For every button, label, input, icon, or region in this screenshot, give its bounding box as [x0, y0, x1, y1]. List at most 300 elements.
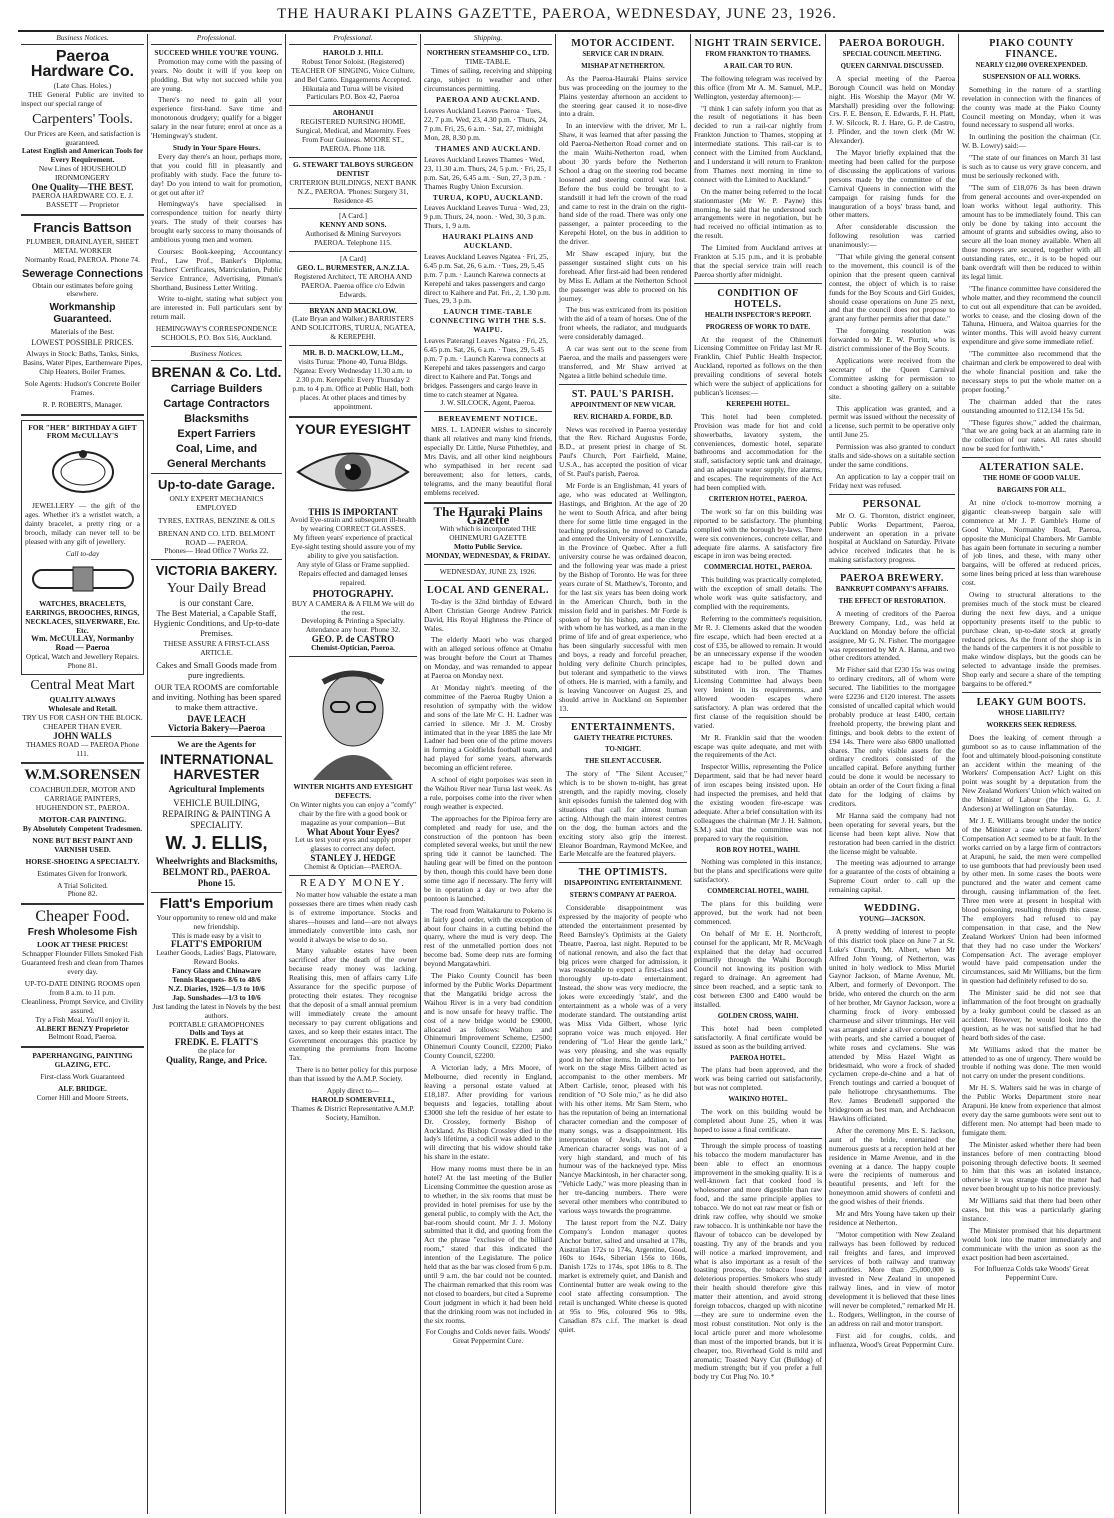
article-paragraph: "The finance committee have considered the whole matter, and they recommend the council to cut out all expenditure that can be avoided, works to cease, and the closing down of the Tahuna, Hinuera, and Waitoa quarries for the winter months. This will avoid heavy current expenditure and give some immediate relief.: [962, 283, 1101, 347]
article-title: THE OPTIMISTS.: [578, 867, 668, 879]
ad-text: Courses: Book-keeping, Accountancy Prof., Law Prof., Banker's Diploma, Teachers' Certificates, Matriculation, Public Service Entrance, Advertising, Pitman's Shorthand, Business Letter Writing.: [151, 246, 282, 292]
article-title: NIGHT TRAIN SERVICE.: [694, 38, 822, 49]
ad-text: Our Prices are Keen, and satisfaction is guaranteed.: [24, 128, 141, 147]
column-6-news: [691, 34, 825, 1514]
masthead: THE HAURAKI PLAINS GAZETTE, PAEROA, WEDNESDAY, JUNE 23, 1926.: [277, 6, 837, 22]
ad-title: GEO. L. BURMESTER, A.N.Z.I.A.: [297, 262, 409, 272]
article-paragraph: Mr Forde is an Englishman, 41 years of age, who was educated at Wellington, Hastings, and Brighton. At the age of 20 he went to South Africa, and after being there for some little time engaged in the teaching profession, he moved to Canada and entered the University of Lennoxville, in the Province of Quebec. After a full university course he was ordained deacon, and the following year was made a priest by the Bishop of Toronto. He was for three years curate of St. Matthew's, Toronto, and for the last six years has been doing work in the American Church, both in the mission field and in parishes. Mr Forde is spoken of by his bishop, and the clergy with whom he has worked, as a man in the prime of life and of great experience, who has been singularly successful with men and boys, a ready and forceful preacher, holding very definite Church principles, but tolerant and sympathetic to the views of others. He is married, with a family, and is leaving Vancouver on August 25, and should arrive in Auckland on September 13.: [559, 480, 687, 713]
article-title: PAEROA BOROUGH.: [839, 38, 945, 49]
section-header: Shipping.: [424, 34, 552, 45]
ad-text: Hemingway's have specialised in correspondence tuition for nearly thirty years. The study of their courses has brought early success to many thousands of ambitious young men and women.: [151, 199, 282, 245]
gazette-subtitle: With which is incorporated THE OHINEMURI GAZETTE: [439, 524, 537, 543]
ad-text: Apply direct to—: [326, 1086, 380, 1096]
ad-line: Fancy Glass and Chinaware: [172, 966, 261, 976]
article-subhead: THE HOME OF GOOD VALUE.: [982, 475, 1081, 483]
article-title: ALTERATION SALE.: [979, 462, 1084, 474]
article-paragraph: Inspector Willis, representing the Police Department, said that he had never heard of iron escapes being insisted upon. He had inspected the premises, and held that the existing wooden fire-escape was adequate. After a brief consultation with its colleagues the chairman (Mr J. H. Salmon, S.M.) said that the committee was not prepared to vary the requisition.: [694, 762, 822, 843]
article-paragraph: Something in the nature of a startling revelation in connection with the finances of the county was made at the Piako County Council meeting on Monday, when it was found necessary to suspend all works.: [962, 84, 1101, 130]
article-subhead: REV. RICHARD A. FORDE, B.D.: [573, 413, 673, 421]
article-subhead: WORKERS SEEK REDRESS.: [986, 721, 1077, 729]
article-subhead: COMMERCIAL HOTEL, PAEROA.: [703, 564, 813, 572]
divider: [559, 384, 687, 385]
article-paragraph: The Minister said he did not see that inflammation of the foot brought on gradually by a leaky gumboot could be classed as an accident. However, he would look into the question, as he was not satisfied that he had heard both sides of the case.: [962, 988, 1101, 1042]
ad-text: UP-TO-DATE DINING ROOMS open from 8 a.m. to 11 p.m.: [24, 979, 141, 997]
ad-signature: Chemist & Optician—PAEROA.: [304, 862, 402, 872]
article-title: ENTERTAINMENTS.: [571, 721, 675, 733]
timetable-rows: Leaves Paterangi Leaves Ngatea · Fri, 25, 6.45 p.m. Sat, 26, 6 a.m. · Tues, 29, 5.45 p.m. 7 p.m. · Launch Karewa connects at Kerepehi and takes passengers and cargo direct to Kaihere and Pat. Tongs and bridges. Passengers and cargo leave in time to catch steamer at Ngatea.: [424, 336, 548, 399]
gazette-date: WEDNESDAY, JUNE 23, 1926.: [439, 566, 537, 576]
timetable-title: HAURAKI PLAINS AND AUCKLAND.: [442, 232, 534, 251]
ad-line: FREDK. E. FLATT'S: [174, 1037, 259, 1048]
article-paragraph: At Monday night's meeting of the committee of the Paeroa Rugby Union a resolution of sympathy with the widow and sons of the late Mr C. H. Ladner was carried in silence. Mr J. M. Crosby intimated that in the year 1885 the late Mr Ladner had been one of the prime movers in forming a Goldfields football team, and had played for some years, afterwards becoming an efficient referee.: [424, 683, 552, 773]
ad-text: First-class Work Guaranteed: [40, 1072, 125, 1082]
article-paragraph: After considerable discussion the following resolution was carried unanimously:—: [829, 222, 955, 250]
notice-title: BEREAVEMENT NOTICE.: [438, 414, 538, 424]
ad-text: NONE BUT BEST PAINT AND VARNISH USED.: [32, 835, 133, 854]
article-subhead: SPECIAL COUNCIL MEETING.: [842, 51, 942, 58]
article-subhead: DISAPPOINTING ENTERTAINMENT.: [564, 880, 682, 888]
column-1-business-notices: [18, 34, 147, 1514]
ad-text: WATCHES, BRACELETS, EARRINGS, BROOCHES, RINGS, NECKLACES, SILVERWARE, Etc. Etc.: [25, 598, 140, 635]
ad-text: A Trial Solicited.: [57, 880, 108, 890]
ad-address: Victoria Bakery—Paeroa: [167, 722, 266, 733]
ad-title: INTERNATIONAL HARVESTER: [159, 750, 274, 782]
article-paragraph: News was received in Paeroa yesterday that the Rev. Richard Augustus Forde, B.D., at present priest in charge of St. Paul's Church, Port Fairfield, Maine, U.S.A., has accepted the position of vicar of St. Paul's parish, Paeroa.: [559, 424, 687, 479]
article-paragraph: First aid for coughs, colds, and influenza, Wood's Great Peppermint Cure.: [829, 1330, 955, 1349]
ad-subtitle: Agricultural Implements: [168, 783, 265, 794]
ad-text: Latest English and American Tools for Every Requirement.: [21, 146, 144, 165]
divider: [289, 105, 417, 106]
article-paragraph: The bus was extricated from its position with the aid of a team of horses. One of the front wheels, the radiator, and mudguards were considerably damaged.: [559, 305, 687, 342]
article-paragraph: The Minister promised that his department would look into the matter immediately and communicate with the union as soon as the exact position had been ascertained.: [962, 1225, 1101, 1262]
divider: [21, 903, 144, 905]
ad-text: THE General Public are invited to inspect our special range of: [21, 89, 144, 108]
divider: [559, 862, 687, 863]
ad-title: Cheaper Food.: [35, 908, 130, 926]
ad-signature: HAROLD SOMERVELL,: [311, 1094, 395, 1104]
article-subhead: BANKRUPT COMPANY'S AFFAIRS.: [835, 586, 949, 594]
ad-signature: J. W. SILCOCK, Agent, Paeroa.: [440, 398, 536, 408]
ad-text: QUALITY ALWAYS: [49, 695, 116, 705]
ad-text: Call to-day: [65, 548, 100, 558]
article-paragraph: Mr R. Franklin said that the wooden escape was quite adequate, and met with the requirements of the Act.: [694, 732, 822, 760]
article-paragraph: Does the leaking of cement through a gumboot so as to cause inflammation of the foot and ultimately blood-poisoning constitute an accident within the meaning of the Workers' Compensation Act? Light on this point was sought by a deputation from the New Zealand Workers' Union which waited on the Minister of Labour (the Hon. G. J. Anderson) at Wellington on Saturday.: [962, 732, 1101, 814]
ad-text: HORSE-SHOEING A SPECIALTY.: [25, 856, 140, 866]
divider: [962, 692, 1101, 693]
divider: [829, 898, 955, 899]
article-paragraph: The Limited from Auckland arrives at Frankton at 5.15 p.m., and it is probable that the special service train will reach Paeroa shortly after midnight.: [694, 243, 822, 279]
article-paragraph: The elderly Maori who was charged with an alleged serious offence at Omahu was brought before the Court at Thames on Monday, and was remanded to appear at Paeroa on Monday next.: [424, 635, 552, 681]
article-paragraph: "The sum of £18,076 3s has been drawn from general accounts and over-expended on loan works without legal authority. This amount has to be immediately found. This can only be done by taking into account the amount of grants and subsidies owing, also to secure all the loan money available. When all those moneys are secured, together with all outstanding rates, etc., it is to be hoped our bank overdraft will then be reduced to within its legal limit.: [962, 182, 1101, 281]
article-paragraph: Mr Williams said that there had been other cases, but this was a particularly glaring instance.: [962, 1196, 1101, 1223]
ad-headline: WINTER NIGHTS AND EYESIGHT DEFECTS.: [293, 782, 413, 800]
ad-text: No matter how valuable the estate a man possesses there are times when ready cash is of extreme importance. Stocks and shares—houses and land—are not always immediately convertible into cash, nor would it always be wise to do so.: [289, 890, 417, 944]
ad-title: Francis Battson: [33, 219, 132, 235]
ad-address: Normanby Road, PAEROA. Phone 74.: [25, 254, 140, 264]
filler-ad: For Influenza Colds take Woods' Great Peppermint Cure.: [974, 1264, 1089, 1283]
divider: [151, 473, 282, 474]
ad-signature: DAVE LEACH: [187, 714, 246, 725]
ad-text: Leather Goods, Ladies' Bags, Platoware, Reward Books.: [156, 948, 277, 967]
article-title: LEAKY GUM BOOTS.: [976, 697, 1087, 708]
gazette-title: The Hauraki Plains Gazette: [433, 503, 543, 528]
ad-line: the place for: [198, 1046, 235, 1056]
ad-text: Guaranteed fresh and clean from Thames every day.: [21, 958, 144, 977]
ad-title: MR. B. D. MACKLOW, LL.M.,: [302, 348, 404, 358]
article-subhead: SUSPENSION OF ALL WORKS.: [982, 73, 1081, 81]
ad-signature: PAEROA HARDWARE CO. E. J. BASSETT — Proprietor: [32, 190, 133, 209]
article-paragraph: Mr Fisher said that £230 15s was owing to ordinary creditors, all of whom were secured. The liabilities to the mortgagee were £2236 and £120 interest. The assets consisted of uncalled capital which would probably produce at least £400, certain freehold property, the brewing plant and fittings, and book debts to the extent of £94 14s. There were also 6800 unallotted shares. The only visible assets for the ordinary creditors consisted of the uncalled capital. Before anything further could be done it would be necessary to obtain an order of the Court fixing a final date for the lodging of claims by creditors.: [829, 665, 955, 808]
article-paragraph: The chairman added that the rates outstanding amounted to £12,134 15s 5d.: [962, 396, 1101, 415]
ad-text: Developing & Printing a Specialty.: [301, 616, 405, 626]
ad-headline: Study in Your Spare Hours.: [172, 142, 261, 152]
article-paragraph: Referring to the committee's requisition, Mr R. J. Clements asked that the wooden fire escape, which had been erected at a cost of £35, be allowed to remain. It would be an unnecessary expense if the wooden escape had to be pulled down and substituted with iron. The Thames Licensing Committee had always been very lenient in its requirements, and allowed wooden escapes where satisfactory. A plan was ordered that the first clause of the requisition should be varied.: [694, 613, 822, 730]
ad-line: PORTABLE GRAMOPHONES: [168, 1019, 265, 1029]
divider: [424, 580, 552, 581]
article-paragraph: A Victorian lady, a Mrs Moore, of Melbourne, died recently in England, leaving a personal estate valued at £18,187. After providing for various bequests and legacies, totalling about £3000 she left the residue of her estate to Dr. Crossley, formerly Bishop of Auckland. As Bishop Crossley died in the lady's lifetime, a codicil was added to the will directing that his widow should take his share in the estate.: [424, 1063, 552, 1162]
article-paragraph: A school of eight porpoises was seen in the Waihou River near Turua last week. As a rule, porpoises come into the river when rough weather is expected.: [424, 775, 552, 811]
ad-title: Central Meat Mart: [30, 678, 135, 694]
article-paragraph: Mr H. S. Walters said he was in charge of the Public Works Department store near Arapuni. He knew from experience that almost every day the same gumboots were sent out to different men. No attempt had been made to fumigate them.: [962, 1083, 1101, 1137]
article-paragraph: Mr J. E. Williams brought under the notice of the Minister a case where the Workers' Compensation Act seemed to be at fault. In the works carried on by a large firm of contractors at Arapuni, he said, the men were compelled to use gumboots that had previously been used by other men. In some cases the boots were punctured and the water and cement came through, causing inflammation of the feet. Three men were at present in hospital with blood poisoning, resulting through this cause. The employers had refused to pay compensation in that case, and the New Zealand Workers' Union had been informed that they had no case under the Workers' Compensation Act. The average employer would have paid compensation under the circumstances, said Mr Williams, but the firm in question had definitely refused to do so.: [962, 815, 1101, 986]
article-subhead: NEARLY £12,000 OVEREXPENDED.: [975, 62, 1088, 69]
article-paragraph: The story of "The Silent Accuser," which is to be shown to-night, has great strength, and the rapidly moving, closely knit episodes furnish the talented dog with situations that call for almost human acting. Although the main interest centres on the dog, the human actors and the exciting story also grip the interest. Eleanor Boardman, Raymond McKee, and Earle Metcalfe are the featured players.: [559, 769, 687, 859]
ad-text: On Winter nights you can enjoy a "comfy" chair by the fire with a good book or magazine as your companion—But: [289, 799, 417, 827]
article-paragraph: Considerable disappointment was expressed by the majority of people who attended the entertainment presented by Reed Barnsley's Optimists at the Gaiety Theatre, Paeroa, last night. Reputed to be of national renown, and also the fact that big prices were charged for admission, it was reasonable to expect a first-class and thoroughly up-to-date entertainment. Instead, the show was very mediocre, the jokes were exceedingly 'stale', and the entertainment as a whole was of a very moderate standard. The outstanding artist was Miss Vida Gilbert, whose lyric soprano voice was much enjoyed. Her rendering of "Lo! Hear the gentle lark," was very pleasing, and she was equally good in her other items. In addition to her work on the stage Miss Gilbert acted as accompanist to the other members. Mr Albert Carlisle, tenor, pleased with his rendition of "O Sole mio," as he did also with his other items. Mr Sam Stern, who has the reputation of being an international character comedian and the composer of many songs, was a disappointment. His interpretation of Jewish, Italian, and American character songs was not of a very high standard, and much of his humour was of the hackneyed type. Miss Nancye Mackintosh, in her character song, "Vehicle Lady," was more pleasing than in her tre-dancing numbers. There were several other members who contributed to various ways towards the programme.: [559, 903, 687, 1215]
ad-text: The Best Material, a Capable Staff, Hygienic Conditions, and Up-to-date Premises.: [153, 608, 280, 639]
article-subhead: GAIETY THEATRE PICTURES.: [573, 734, 673, 742]
divider: [694, 283, 822, 284]
article-paragraph: A special meeting of the Paeroa Borough Council was held on Monday night. His Worship the Mayor (Mr W. Marshall) presiding over the following: Crs. F. E. Benson, E. Edwards, F. H. Platt, J. W. Silcock, R. J. Hare, G. P. de Castro, J. Pfinder, and the town clerk (Mr W. Alexander).: [829, 73, 955, 146]
ad-text: Cleanliness, Prompt Service, and Civility assured.: [21, 996, 144, 1015]
article-title: CONDITION OF HOTELS.: [717, 287, 799, 310]
article-paragraph: Permission was also granted to conduct stalls and side-shows on a suitable section under the same conditions.: [829, 442, 955, 469]
ad-text: ONLY EXPERT MECHANICS EMPLOYED: [169, 493, 264, 512]
ad-text: Try a Fish Meal. You'll enjoy it.: [35, 1014, 130, 1024]
ad-text: We are the Agents for: [177, 738, 256, 749]
divider: [151, 892, 282, 893]
ad-line: General Merchants: [166, 457, 267, 470]
article-paragraph: At the request of the Ohinemuri Licensing Committee on Friday last Mr R. Franklin, Chief Public Health Inspector, Auckland, reported as follows on the then prevailing conditions of several hotels which were the subject of applications for publican's licenses:—: [694, 334, 822, 397]
ad-headline: Your Daily Bread: [167, 581, 266, 597]
ad-text: THESE ASSURE A FIRST-CLASS ARTICLE.: [163, 639, 270, 658]
article-paragraph: In an interview with the driver, Mr L. Shaw, it was learned that after passing the old Paeroa-Netherton Road corner and on the main Waihi-Netherton road, when about 30 yards before the Netherton School a drag on the steering rod became loosened and steering control was lost. Before the bus could be brought to a standstill it had left the crown of the road and came to rest in the drain on the right-hand side of the road. There was only one passenger, a painter proceeding to the Kerepehi Hotel, on the bus in addition to the driver.: [559, 121, 687, 247]
article-paragraph: "The state of our finances on March 31 last is such as to cause us very grave concern, and must be seriously reckoned with.: [962, 153, 1101, 180]
article-paragraph: Owing to structural alterations to the premises much of the stock must be cleared during the next few days, and a unique opportunity presents itself to the public to purchase clean, up-to-date stock at greatly reduced prices. As the front of the shop is in the hands of the carpenters it is not possible to make window displays, but the goods can be selected to advantage inside the premises. Shop early and secure a share of the tempting bargains to be offered.*: [962, 590, 1101, 689]
ad-text: Many valuable estates have been sacrificed after the death of the owner because ready money was lacking. Realising this, men of affairs carry Life Assurance for the specific purpose of protecting their estates. They recognise that the deposit of a small annual premium will immediately create the amount necessary to pay current obligations and taxes, and so keep their estates intact. The Government encourages this practice by exempting the premiums from Income Tax.: [289, 946, 417, 1063]
divider: [289, 208, 417, 209]
ad-text: MOTOR-CAR PAINTING.: [38, 815, 127, 825]
article-paragraph: This hotel had been completed satisfactorily. A final certificate would be issued as soon as the building arrived.: [694, 1023, 822, 1051]
ad-address: Belmont Road, Paeroa.: [48, 1032, 117, 1042]
divider: [694, 1138, 822, 1139]
article-paragraph: This hotel had been completed. Provision was made for hot and cold showerbaths, lavatory system, the conveniences, domestic hotel, separate bathrooms and accommodation for the staff, satisfactory septic tank and drainage, and an adequate water supply, fire alarms, and escapes. The requirements of the Act had been complied with.: [694, 411, 822, 493]
ad-headline: Carpenters' Tools.: [32, 111, 133, 127]
eye-icon: [293, 440, 413, 505]
article-paragraph: "The committee also recommend that the chairman and clerk be empowered to deal with the whole financial position and take the necessary steps to put the whole matter on a proper footing.": [962, 349, 1101, 394]
article-paragraph: The road from Waitakaruru to Pokeno is in fairly good order, with the exception of about four chains in a cutting behind the quarry, where the mud is very deep. The rest of the unmetalled portion does not become bad. Some deep ruts are forming beyond Mangatawhiri.: [424, 905, 552, 969]
article-title: PIAKO COUNTY FINANCE.: [989, 38, 1074, 60]
ad-title: SUCCEED WHILE YOU'RE YOUNG.: [154, 47, 279, 57]
ad-signature: Wm. McCULLAY, Normanby Road — Paeroa: [31, 634, 134, 653]
divider: [289, 416, 417, 418]
ad-text: TYRES, EXTRAS, BENZINE & OILS: [157, 515, 276, 525]
ad-line: Expert Farriers: [177, 427, 256, 440]
ad-signature: Chemist-Optician, Paeroa.: [311, 643, 395, 653]
article-subhead: PAEROA HOTEL.: [730, 1054, 786, 1062]
timetable-rows: Leaves Auckland Leaves Paeroa · Tues, 22, 7 p.m. Wed, 23, 4.30 p.m. · Thurs, 24, 7 p.m. Fri, 25, 6 a.m. · Sat, 27, midnight Mon, 28, 8.30 p.m.: [424, 106, 548, 143]
column-2-professional: [148, 34, 285, 1514]
ad-line: Coal, Lime, and: [175, 442, 258, 455]
ad-line: Blacksmiths: [184, 412, 249, 425]
ad-line: Jap. Sunshades—1/3 to 10/6: [172, 992, 261, 1002]
article-subhead: MISHAP AT NETHERTON.: [581, 62, 665, 70]
ad-text: By Absolutely Competent Tradesmen.: [22, 824, 143, 834]
ad-title: BRYAN AND MACKLOW.: [309, 305, 397, 315]
ad-text: Robust Tenor Soloist. (Registered) TEACHER OF SINGING, Voice Culture, and Bel Canto. Engagements Accepted. Hikutaia and Turua will be visited Particulars P.O. Box 42, Paeroa: [291, 56, 415, 102]
filler-ad: For Coughs and Colds never fails. Woods' Great Peppermint Cure.: [425, 1327, 551, 1346]
column-4-shipping-local: [421, 34, 555, 1514]
article-subhead: COMMERCIAL HOTEL, WAIHI.: [707, 888, 809, 896]
ad-text: Every day there's an hour, perhaps more, that you could fill in pleasantly and profitably with study. Face the future to-day! Do you intend to wait for promotion, or get out after it?: [151, 151, 282, 197]
ad-address: Corner Hill and Moore Streets,: [36, 1092, 129, 1102]
ad-text: Repairs effected and damaged lenses repaired.: [298, 568, 408, 587]
ad-text: Schnapper Flounder Fillets Smoked Fish: [22, 949, 143, 959]
section-header: Professional.: [289, 34, 417, 45]
divider: [289, 875, 417, 876]
article-paragraph: The Minister asked whether there had been instances before of men contracting blood poisoning through defective boots. It seemed to him that this was an isolated instance, otherwise it was strange that the matter had never been brought up to his notice previously.: [962, 1139, 1101, 1194]
ad-signature: JOHN WALLS: [53, 730, 112, 741]
ad-address: BELMONT RD., PAEROA. Phone 15.: [162, 866, 271, 888]
divider: [21, 1046, 144, 1048]
article-subhead: FROM FRANKTON TO THAMES.: [705, 51, 811, 58]
article-paragraph: The work on this building would be completed about June 25, when it was hoped to issue a final certificate.: [694, 1107, 822, 1134]
article-title: ST. PAUL'S PARISH.: [571, 388, 675, 400]
ad-subtitle: (Late Chas. Holes.): [53, 80, 112, 90]
timetable-rows: Leaves Auckland Leaves Thames · Wed, 23, 11.30 a.m. Thurs, 24, 5 p.m. · Fri, 25, 1 p.m. Sat, 26, 6.45 a.m. · Sun, 27, 3 p.m. · Thames Rugby Union Excursion.: [424, 154, 552, 191]
divider: [424, 564, 552, 565]
article-paragraph: Through the simple process of toasting his tobacco the modern manufacturer has been able to effect an enormous improvement in the smoking quality. It is a well-known fact that cooked food is wholesomer and more digestible than raw food, and the same principle applies to tobacco. We do not eat raw meat or fish or drink raw coffee, why should we smoke raw tobacco. It is unthinkable nor have the flavour of tobacco can be developed by toasting. Try any of the brands and you will notice a marked improvement, and what is also important as a result of the toasting process, the tobacco loses all deleterious properties. Smokers who study their health should therefore give this matter their attention, and avoid strong foreign tobaccos, charged up with nicotine—they are sure to undermine even the most robust constitution. Not only is the local article purer and more wholesome than most of the imported brands, but it is cheaper, too. Riverhead Gold is mild and aromatic; Toasted Navy Cut (Bulldog) of medium strength; but if you prefer a full body try Cut Plug No. 10.*: [694, 1140, 822, 1382]
column-7-news: [826, 34, 958, 1514]
ad-text: Cakes and Small Goods made from pure ingredients.: [156, 660, 277, 681]
ad-label: [A Card.]: [339, 211, 367, 221]
ad-signature: ALBERT BENZY Proprietor: [36, 1023, 129, 1033]
ad-signature: HEMINGWAY'S CORRESPONDENCE SCHOOLS, P.O. Box 516, Auckland.: [155, 324, 278, 343]
masthead-rule: [18, 30, 1104, 32]
ad-subtitle: PLUMBER, DRAINLAYER, SHEET METAL WORKER: [26, 236, 139, 255]
section-header: Business Notices.: [151, 350, 282, 361]
ad-text: Avoid Eye-strain and subsequent ill-health by wearing CORRECT GLASSES.: [290, 515, 416, 534]
ad-subtitle: TIME-TABLE.: [465, 56, 511, 66]
portrait-illustration: [293, 660, 413, 780]
ad-signature: STANLEY J. HEDGE: [310, 853, 396, 864]
ad-text: Just landing the latest in Novels by the best authors.: [152, 1001, 281, 1020]
article-paragraph: Mr Shaw escaped injury, but the passenger sustained slight cuts on his forehead. After first-aid had been rendered by Miss E. Adlam at the Netherton School the passenger was able to proceed on his journey.: [559, 249, 687, 303]
article-paragraph: At nine o'clock to-morrow morning a gigantic clean-sweep bargain sale will commence at Mr J. P. Gamble's Home of Good Value, Normanby Road, Paeroa, opposite the Municipal Chambers. Mr Gamble has again been fortunate in securing a number of job lines, and these, with many other bargains, will be offered at reduced prices, some lines being priced at less than warehouse cost.: [962, 497, 1101, 588]
article-paragraph: This building was practically completed, with the exception of small details. The whole work was quite satisfactory, and complied with the requirements.: [694, 575, 822, 611]
article-subhead: YOUNG—JACKSON.: [858, 916, 926, 924]
article-title: WEDDING.: [863, 903, 921, 915]
section-header: Business Notices.: [21, 34, 144, 45]
divider: [21, 414, 144, 416]
ad-text: Wholesale and Retail.: [48, 703, 117, 713]
ad-text: My fifteen years' experience of practical Eye-sight testing should assure you of my ability to give you satisfaction.: [291, 533, 415, 561]
ad-address: THAMES ROAD — PAEROA Phone 111.: [25, 739, 140, 758]
ad-text: Registered Architect, TE AROHA AND PAEROA. Paeroa office c/o Edwin Edwards.: [294, 271, 412, 299]
article-paragraph: How many rooms must there be in an hotel? At the last meeting of the Buller Licensing Committee the question arose as to whether, in the six rooms that must be provided in hotel premises for use by the general public, to comply with the Act, the bar-room should count. Mr J. J. Molony submitted that it did, and quoting from the Act the phrase "exclusive of the billiard room," stated that this indicated the intention of the Legislature. The police held that as the bar was closed from 6 p.m. until 9 a.m. the bar could not be counted. The chairman remarked that this room was not closed to boarders, but cited a Supreme Court judgment in which it had been held that the drinking room was not included in the six rooms.: [424, 1164, 552, 1325]
gazette-motto: Motto Public Service.: [454, 542, 522, 552]
ad-headline: Workmanship Guaranteed.: [49, 302, 116, 326]
article-title: PAEROA BREWERY.: [840, 573, 944, 585]
article-paragraph: "I think I can safely inform you that as the result of negotiations it has been decided to run a rail-car nightly from Frankton Junction to Thames, stopping at intermediate stations. This rail-car is to connect with the Limited from Auckland, and I understand it will return to Frankton from Thames next morning in time to connect with the Limited to Auckland.": [694, 103, 822, 184]
column-3-professional: [286, 34, 420, 1514]
ad-headline: FLATT'S EMPORIUM: [170, 939, 263, 950]
article-title: PERSONAL: [862, 498, 922, 510]
ad-text: There's no need to gain all your experience first-hand. Save time and monotonous drudgery; qualify for a bigger salary in the near future; enrol at once as a 'Hemingway's student.: [151, 95, 282, 141]
ad-text: Optical, Watch and Jewellery Repairs. Phone 81.: [26, 652, 139, 671]
ad-title: PAPERHANGING, PAINTING GLAZING, ETC.: [32, 1051, 133, 1070]
article-paragraph: The plans for this building were approved, but the work had not been commenced.: [694, 899, 822, 926]
article-subhead: THE EFFECT OF RESTORATION.: [838, 598, 946, 606]
ad-subtitle: COACHBUILDER, MOTOR AND CARRIAGE PAINTERS, HUGHENDON ST., PAEROA.: [29, 785, 136, 813]
article-subhead: PROGRESS OF WORK TO DATE.: [705, 323, 811, 331]
ad-text: TRY US FOR CASH ON THE BLOCK. CHEAPER THAN EVER.: [22, 712, 143, 731]
article-paragraph: Mr and Mrs Young have taken up their residence at Netherton.: [829, 1209, 955, 1227]
timetable-rows: Leaves Auckland Leaves Turua · Wed, 23, 9 p.m. Thurs, 24, noon. · Wed, 30, 3 p.m. Thurs, 1, 9 a.m.: [424, 203, 550, 231]
article-subhead: TO-NIGHT.: [605, 746, 641, 754]
ad-text: visits Turua: 'Phone 40, Turua Bldgs. Ngatea: Every Wednesday 11.30 a.m. to 2.30 p.m. Kerepehi: Every Thursday 2 p.m. to 4 p.m. Office at Public Hall, both places. At other places and times by appointment.: [292, 357, 414, 411]
ad-title: READY MONEY.: [300, 877, 406, 890]
ad-signature: GEO. P. de CASTRO: [311, 634, 395, 645]
ad-line: Tennis Racquets- 8/6 to 48/6: [172, 975, 261, 985]
article-paragraph: "Motor competition with New Zealand railways has been followed by reduced rail freights and fares, and improved services of both railway and tramway authorities. More than 25,000,000 is invested in New Zealand in unopened railway lines, and in view of motor development it is believed that these lines will never be completed," remarked Mr H. L. Rodgers, Wellington, in the course of an address on rail and motor transport.: [829, 1229, 955, 1328]
article-paragraph: On behalf of Mr E. H. Northcroft, counsel for the applicant, Mr R. McVeagh explained that the delay had occurred primarily through the Waihi Borough Council not knowing its position with regard to drainage. An agreement had since been reached, and a septic tank to cost between £300 and £400 would be installed.: [694, 928, 822, 1009]
article-paragraph: The following telegram was received by this office (from Mr A. M. Samuel, M.P., Wellington, yesterday afternoon):—: [694, 73, 822, 101]
ad-title: G. STEWART TALBOYS SURGEON DENTIST: [292, 159, 414, 178]
ad-label: [A Card]: [339, 254, 367, 264]
ad-text: is our constant Care.: [179, 598, 254, 609]
timetable-rows: Leaves Auckland Leaves Ngatea · Fri, 25, 6.45 p.m. Sat, 26, 6 a.m. · Tues, 29, 5.45 p.m. 7 p.m. · Launch Karewa connects at Kerepehi and takes passengers and cargo direct to Kaihere and Pat. Fri., 2, 1.30 p.m. Tues, 29, 3 p.m.: [424, 251, 551, 306]
ad-text: There is no better policy for this purpose than that issued by the A.M.P. Society.: [289, 1065, 417, 1084]
article-paragraph: A car was sent out to the scene from Paeroa, and the mails and passengers were transferred, and Mr Shaw arrived at Ngatea a little behind schedule time.: [559, 344, 687, 380]
article-paragraph: In outlining the position the chairman (Cr. W. B. Lowry) said:—: [962, 132, 1101, 151]
article-paragraph: "That while giving the general consent to the movement, this council is of the opinion that the present queen carnival contest, the object of which is to raise funds for the Boy Scouts and Girl Guides, should cease operations on June 25 next, and that the council does not propose to grant any further permits after that date.": [829, 252, 955, 324]
ad-text: VEHICLE BUILDING, REPAIRING & PAINTING A SPECIALITY.: [162, 797, 271, 830]
ad-headline: PHOTOGRAPHY.: [312, 588, 394, 600]
ad-text: New Lines of HOUSEHOLD IRONMONGERY: [38, 164, 127, 183]
gazette-days: MONDAY, WEDNESDAY, & FRIDAY.: [426, 551, 550, 561]
ad-text: OUR TEA ROOMS are comfortable and inviting. Nothing has been spared to make them attractive.: [152, 682, 281, 713]
ad-signature: BRENAN AND CO. LTD. BELMONT ROAD — PAEROA.: [158, 528, 275, 547]
ad-text: Any style of Glass or Frame supplied.: [296, 559, 410, 569]
timetable-title: THAMES AND AUCKLAND.: [435, 143, 541, 153]
article-paragraph: The latest report from the N.Z. Dairy Company's London manager quotes Anchor butter, salted and unsalted at 178s, Australian 172s to 174s, Argentine, Good, 160s to 164s, Siberian 156s to 160s, Danish 172s to 174s, spot 186s to 8. The market is extremely quiet, and Danish and Continental butter are weak owing to the cool state affecting consumption. The retail is unchanged. White cheese is quoted at 95s to 96s, coloured 96s to 98s, Canadian 87s c.i.f. The market is dead quiet.: [559, 1217, 687, 1334]
jewellery-ad: [21, 420, 144, 676]
article-subhead: KEREPEHI HOTEL.: [726, 400, 790, 408]
article-subhead: WHOSE LIABILITY?: [998, 710, 1065, 717]
ad-text: Attendance any hour. Phone 32.: [305, 625, 401, 635]
ad-title: Paeroa Hardware Co.: [30, 47, 135, 80]
ad-title: W.M.SORENSEN: [24, 767, 141, 784]
divider: [151, 346, 282, 347]
article-paragraph: The work so far on this building was reported to be satisfactory. The plumbing complied with the borough by-laws. There were six conveniences, concrete cellar, and adequate fire alarms. A satisfactory fire escape in iron was being erected.: [694, 506, 822, 561]
ad-subtitle: Wheelwrights and Blacksmiths,: [155, 855, 278, 866]
ad-text: (Late Bryan and Walker.) BARRISTERS AND SOLICITORS, TURUA, NGATEA, & KEREPEHI.: [290, 314, 416, 342]
ad-text: Times of sailing, receiving and shipping cargo, subject to weather and other circumstances permitting.: [424, 65, 552, 93]
article-paragraph: This application was granted, and a permit was issued without the necessity of a license, such permit to be operative only until June 25.: [829, 403, 955, 440]
article-paragraph: The approaches for the Pipiroa ferry are completed and ready for use, and the construction of the pontoon has been completed several weeks, but until the new spring tide it cannot be launched. The hauling gear will be fitted on the pontoon by then, though this could have been done some time ago if necessary. The ferry will be in operation a day or two after the pontoon is launched.: [424, 813, 552, 903]
divider: [21, 214, 144, 216]
ad-title: NORTHERN STEAMSHIP CO., LTD.: [426, 47, 550, 57]
column-8-news: [959, 34, 1104, 1514]
divider: [962, 457, 1101, 458]
divider: [21, 762, 144, 764]
ad-title: Flatt's Emporium: [159, 894, 274, 911]
divider: [424, 411, 552, 412]
ad-address: Thames & District Representative A.M.P. Society, Hamilton.: [291, 1103, 415, 1122]
ad-title: YOUR EYESIGHT: [295, 420, 411, 437]
article-paragraph: An application to lay a copper trail on Friday next was refused.: [829, 471, 955, 490]
ad-headline: Fresh Wholesome Fish: [27, 927, 138, 939]
article-subhead: STERN'S COMPANY AT PAEROA.: [569, 892, 677, 900]
divider: [829, 494, 955, 495]
article-subhead: APPOINTMENT OF NEW VICAR.: [570, 401, 676, 409]
article-subhead: THE SILENT ACCUSER.: [584, 758, 662, 766]
article-paragraph: A meeting of creditors of the Paeroa Brewery Company, Ltd., was held at Auckland on Monday before the official assignee, Mr G. N. Fisher. The mortgagee was represented by Mr A. Hanna, and two other creditors attended.: [829, 608, 955, 663]
divider: [289, 251, 417, 252]
ad-text: JEWELLERY — the gift of the ages. Whether it's a wristlet watch, a dainty bracelet, a pretty ring or a brooch, milady can never tell to be pleased with any gift of jewellery.: [25, 501, 140, 546]
notice-text: MRS. L. LADNER wishes to sincerely thank all relatives and many kind friends, especially Dr. Little, Nurse Pithethley, and Mrs Davis, and all other kind neighbours who sympathised in her recent sad bereavement; also for letters, cards, telegrams, and the many beautiful floral emblems received.: [424, 425, 552, 497]
ad-headline: THIS IS IMPORTANT: [308, 506, 398, 517]
ad-line: N.Z. Diaries, 1926—1/3 to 10/6: [168, 983, 265, 993]
ad-line: Carriage Builders: [170, 382, 263, 395]
ad-title: Up-to-date Garage.: [157, 476, 275, 492]
ad-title: KENNY AND SONS.: [319, 220, 387, 230]
article-subhead: WAIKINO HOTEL.: [728, 1096, 788, 1104]
article-paragraph: As the Paeroa-Hauraki Plains service bus was proceeding on the journey to the Plains yesterday afternoon an accident to the steering gear caused it to nose-dive into a drain.: [559, 73, 687, 119]
article-paragraph: Mr Hanna said the company had not been operating for several years, but the license had been kept alive. Now that restoration had been carried in the district the license might be valuable.: [829, 810, 955, 856]
timetable-title: LAUNCH TIME-TABLE CONNECTING WITH THE S.S. WAIPU.: [429, 307, 547, 335]
article-title: MOTOR ACCIDENT.: [571, 38, 675, 49]
ad-text: Let us test your eyes and supply proper glasses to correct any defect.: [295, 835, 411, 854]
bracelet-icon: [28, 562, 138, 597]
article-paragraph: After the ceremony Mrs E. S. Jackson, aunt of the bride, entertained the numerous guests at a reception held at her residence in Marne Avenue, and in the evening at a dance. The happy couple were the recipients of numerous and beautiful presents, and left for the honeymoon amid showers of confetti and the good wishes of their friends.: [829, 1125, 955, 1207]
ad-text: BUY A CAMERA & A FILM We will do the rest.: [291, 598, 415, 617]
ad-text: LOWEST POSSIBLE PRICES.: [31, 338, 134, 348]
divider: [289, 656, 417, 657]
ad-signature: R. P. ROBERTS, Manager.: [42, 399, 123, 409]
ad-title: BRENAN & Co. Ltd.: [151, 363, 282, 380]
ad-headline: What About Your Eyes?: [306, 826, 400, 837]
article-subhead: ROB ROY HOTEL, WAIHI.: [716, 846, 800, 854]
divider: [289, 303, 417, 304]
article-paragraph: To-day is the 32nd birthday of Edward Albert Christian George Andrew Patrick David, His Royal Highness the Prince of Wales.: [424, 596, 552, 633]
ad-text: Materials of the Best.: [50, 327, 115, 337]
ad-title: HAROLD J. HILL: [322, 47, 384, 57]
article-title: LOCAL AND GENERAL.: [426, 584, 550, 596]
divider: [289, 345, 417, 346]
ad-text: Phones— Head Office 7 Works 22.: [164, 546, 269, 556]
ad-text: Sole Agents: Hudson's Concrete Boiler Frames.: [24, 378, 141, 397]
ad-text: Write to-night, stating what subject you are interested in. Full particulars sent by return mail.: [151, 294, 282, 322]
article-paragraph: A pretty wedding of interest to people of this district took place on June 7 at St. Luke's Church, Mt. Albert, when Mr Alfred John Young, of Netherton, was united in holy wedlock to Miss Muriel Gaynor Jackson, of Marne Avenue, Mt. Albert, and formerly of Devonport. The bride, who entered the church on the arm of her brother, Mr Gaynor Jackson, wore a charming frock of ivory embossed charmeuse and silver trimmings. Her veil was arranged under a silver coronet edged with pearls, and she carried a bouquet of white roses and cyclamens. She was attended by Miss Hazel Wight as bridesmaid, who wore a frock of shaded cyclamen crepe-de-chine and a hat of French toutings and carried a bouquet of pale heliotrope chrysanthemums. The Rev. James Brudenell supported the bridegroom as best man, and Archdeacon Hawkins officiated.: [829, 926, 955, 1123]
section-header: Professional.: [151, 34, 282, 45]
ad-line: Dolls and Toys at: [189, 1028, 244, 1038]
ad-text: CRITERION BUILDINGS, NEXT BANK N.Z., PAEROA. 'Phones: Surgery 31, Residence 45: [289, 177, 417, 205]
divider: [151, 559, 282, 560]
divider: [151, 736, 282, 737]
ad-text: REGISTERED NURSING HOME. Surgical, Medical, and Maternity. Fees From Four Guineas. MOORE ST., PAEROA. Phone 118.: [295, 117, 411, 153]
